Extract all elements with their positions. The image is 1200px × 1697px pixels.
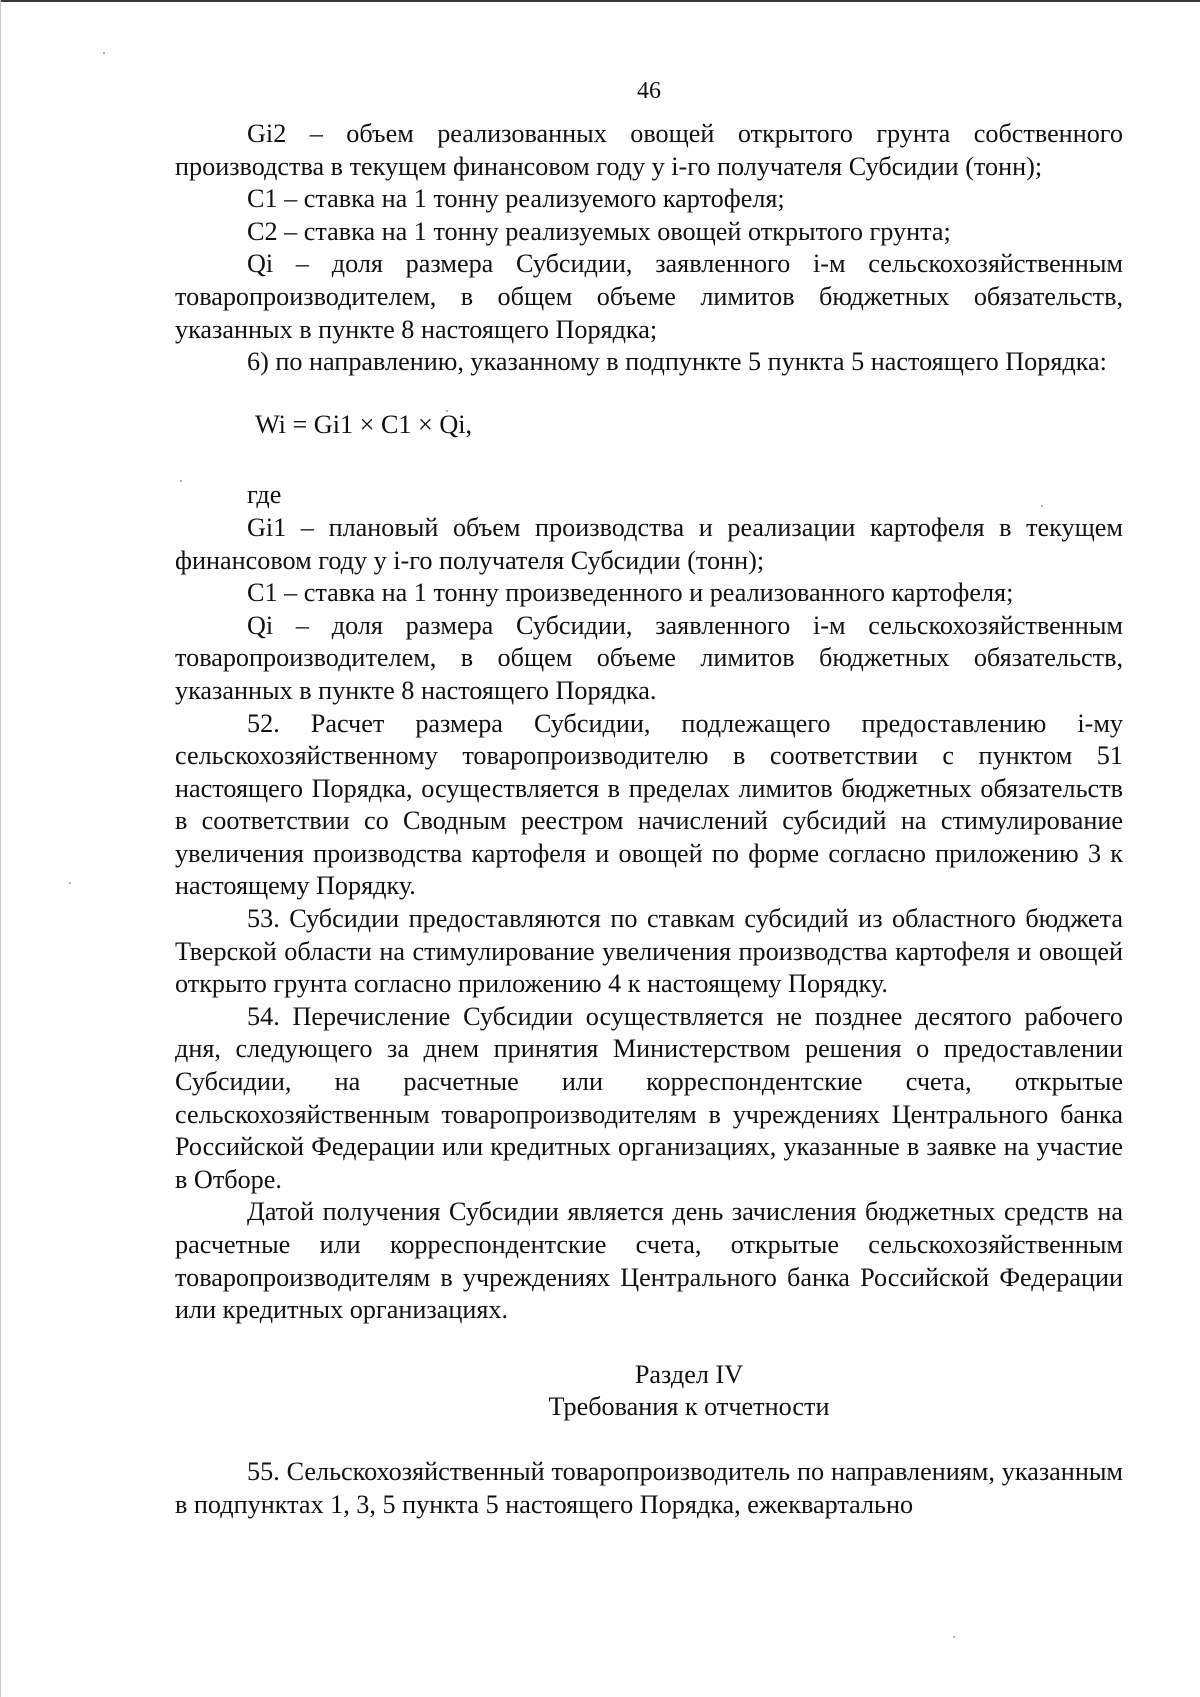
paragraph-55: 55. Сельскохозяйственный товаропроизводитель по направлениям, указанным в подпунктах 1, 3, 5 пункта 5 настоящего Порядка, ежеквартально (175, 1456, 1123, 1519)
paragraph-54: 54. Перечисление Субсидии осуществляется не позднее десятого рабочего дня, следующего за днем принятия Министерством решения о предоставлении Субсидии, на расчетные или корреспондентские счета, открытые сельскохозяйственным товаропроизводителям в учреждениях Центрального банка Российской Федерации или кредитных организациях, указанные в заявке на участие в Отборе. (175, 1001, 1123, 1194)
paragraph-qi-definition: Qi – доля размера Субсидии, заявленного i-м сельскохозяйственным товаропроизводителем, в общем объеме лимитов бюджетных обязательств, указанных в пункте 8 настоящего Порядка; (175, 249, 1123, 344)
section-spacer (175, 1327, 1123, 1359)
document-body (175, 118, 1123, 1521)
scan-speck (103, 52, 105, 54)
paragraph-qi-share-definition: Qi – доля размера Субсидии, заявленного i-м сельскохозяйственным товаропроизводителем, в общем объеме лимитов бюджетных обязательств, указанных в пункте 8 настоящего Порядка. (175, 610, 1123, 705)
paragraph-c1-definition: С1 – ставка на 1 тонну реализуемого картофеля; (247, 184, 785, 214)
paragraph-c2-definition: С2 – ставка на 1 тонну реализуемых овощей открытого грунта; (247, 216, 951, 246)
scan-speck (953, 1636, 955, 1638)
scan-speck (69, 882, 71, 884)
section-title: Требования к отчетности (548, 1392, 830, 1422)
section-number: Раздел IV (634, 1359, 744, 1389)
paragraph-c1-rate-definition: С1 – ставка на 1 тонну произведенного и реализованного картофеля; (247, 578, 1014, 608)
paragraph-53: 53. Субсидии предоставляются по ставкам субсидий из областного бюджета Тверской области на стимулирование увеличения производства картофеля и овощей открыто грунта согласно приложению 4 к настоящему Порядку. (175, 904, 1123, 999)
paragraph-subitem-6: 6) по направлению, указанному в подпункте 5 пункта 5 настоящего Порядка: (247, 347, 1107, 377)
formula: Wi = Gi1 × C1 × Qi, (255, 409, 473, 439)
page-number: 46 (637, 78, 661, 104)
paragraph-52: 52. Расчет размера Субсидии, подлежащего предоставлению i-му сельскохозяйственному товаропроизводителю в соответствии с пунктом 51 настоящего Порядка, осуществляется в пределах лимитов бюджетных обязательств в соответствии со Сводным реестром начислений субсидий на стимулирование увеличения производства картофеля и овощей по форме согласно приложению 3 к настоящему Порядку. (175, 708, 1123, 901)
section-spacer (175, 1424, 1123, 1456)
paragraph-where: где (247, 480, 282, 510)
scan-top-edge (0, 0, 1200, 2)
paragraph-receipt-date: Датой получения Субсидии является день зачисления бюджетных средств на расчетные или корреспондентские счета, открытые сельскохозяйственным товаропроизводителям в учреждениях Центрального банка Российской Федерации или кредитных организациях. (175, 1197, 1123, 1325)
paragraph-gi2-definition: Gi2 – объем реализованных овощей открытого грунта собственного производства в текущем финансовом году у i-го получателя Субсидии (тонн); (175, 119, 1123, 181)
scan-left-edge (0, 0, 1, 1697)
paragraph-gi1-definition: Gi1 – плановый объем производства и реализации картофеля в текущем финансовом году у i-го получателя Субсидии (тонн); (175, 512, 1123, 575)
